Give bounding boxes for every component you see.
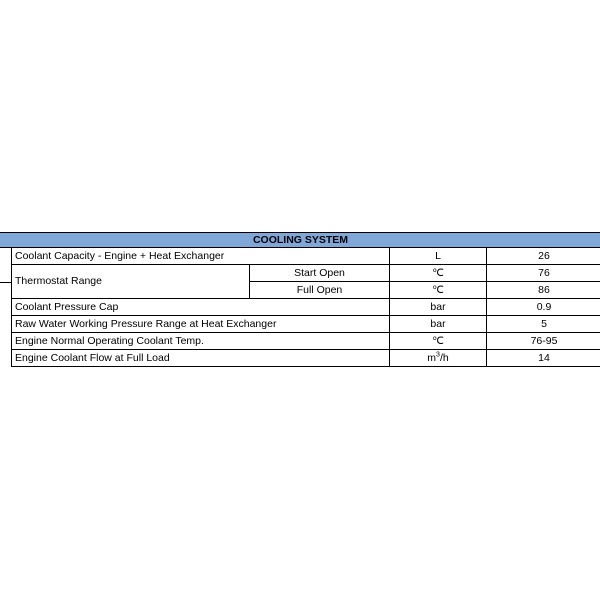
coolant-capacity-value: 26 [487, 248, 600, 265]
section-title: COOLING SYSTEM [0, 233, 600, 248]
thermostat-start-label: Start Open [250, 265, 390, 282]
raw-water-label: Raw Water Working Pressure Range at Heat Exchanger [12, 316, 390, 333]
thermostat-start-value: 76 [487, 265, 600, 282]
table-row [0, 265, 600, 282]
table-row [0, 299, 600, 316]
coolant-flow-label: Engine Coolant Flow at Full Load [12, 350, 390, 367]
pressure-cap-value: 0.9 [487, 299, 600, 316]
pressure-cap-label: Coolant Pressure Cap [12, 299, 390, 316]
coolant-flow-unit-base: m [427, 351, 437, 364]
coolant-capacity-unit: L [390, 248, 487, 265]
coolant-flow-unit-exponent: 3 [436, 351, 440, 358]
operating-temp-value: 76-95 [487, 333, 600, 350]
thermostat-start-unit: ℃ [390, 265, 487, 282]
coolant-capacity-label: Coolant Capacity - Engine + Heat Exchanger [12, 248, 390, 265]
raw-water-value: 5 [487, 316, 600, 333]
coolant-flow-unit [390, 350, 487, 367]
table-row [0, 248, 600, 265]
row-margin [0, 248, 12, 265]
coolant-flow-value: 14 [487, 350, 600, 367]
coolant-flow-unit-tail: /h [439, 351, 449, 364]
table-row [0, 316, 600, 333]
pressure-cap-unit: bar [390, 299, 487, 316]
table-row [0, 333, 600, 350]
operating-temp-label: Engine Normal Operating Coolant Temp. [12, 333, 390, 350]
row-margin [0, 316, 12, 333]
row-margin [0, 299, 12, 316]
thermostat-full-unit: ℃ [390, 282, 487, 299]
thermostat-full-label: Full Open [250, 282, 390, 299]
table-row [0, 350, 600, 367]
row-margin [0, 265, 12, 299]
raw-water-unit: bar [390, 316, 487, 333]
operating-temp-unit: ℃ [390, 333, 487, 350]
row-margin [0, 333, 12, 350]
thermostat-full-value: 86 [487, 282, 600, 299]
thermostat-range-label: Thermostat Range [12, 265, 250, 299]
row-margin [0, 350, 12, 367]
table-header-row [0, 233, 600, 248]
cooling-system-table [0, 232, 600, 367]
